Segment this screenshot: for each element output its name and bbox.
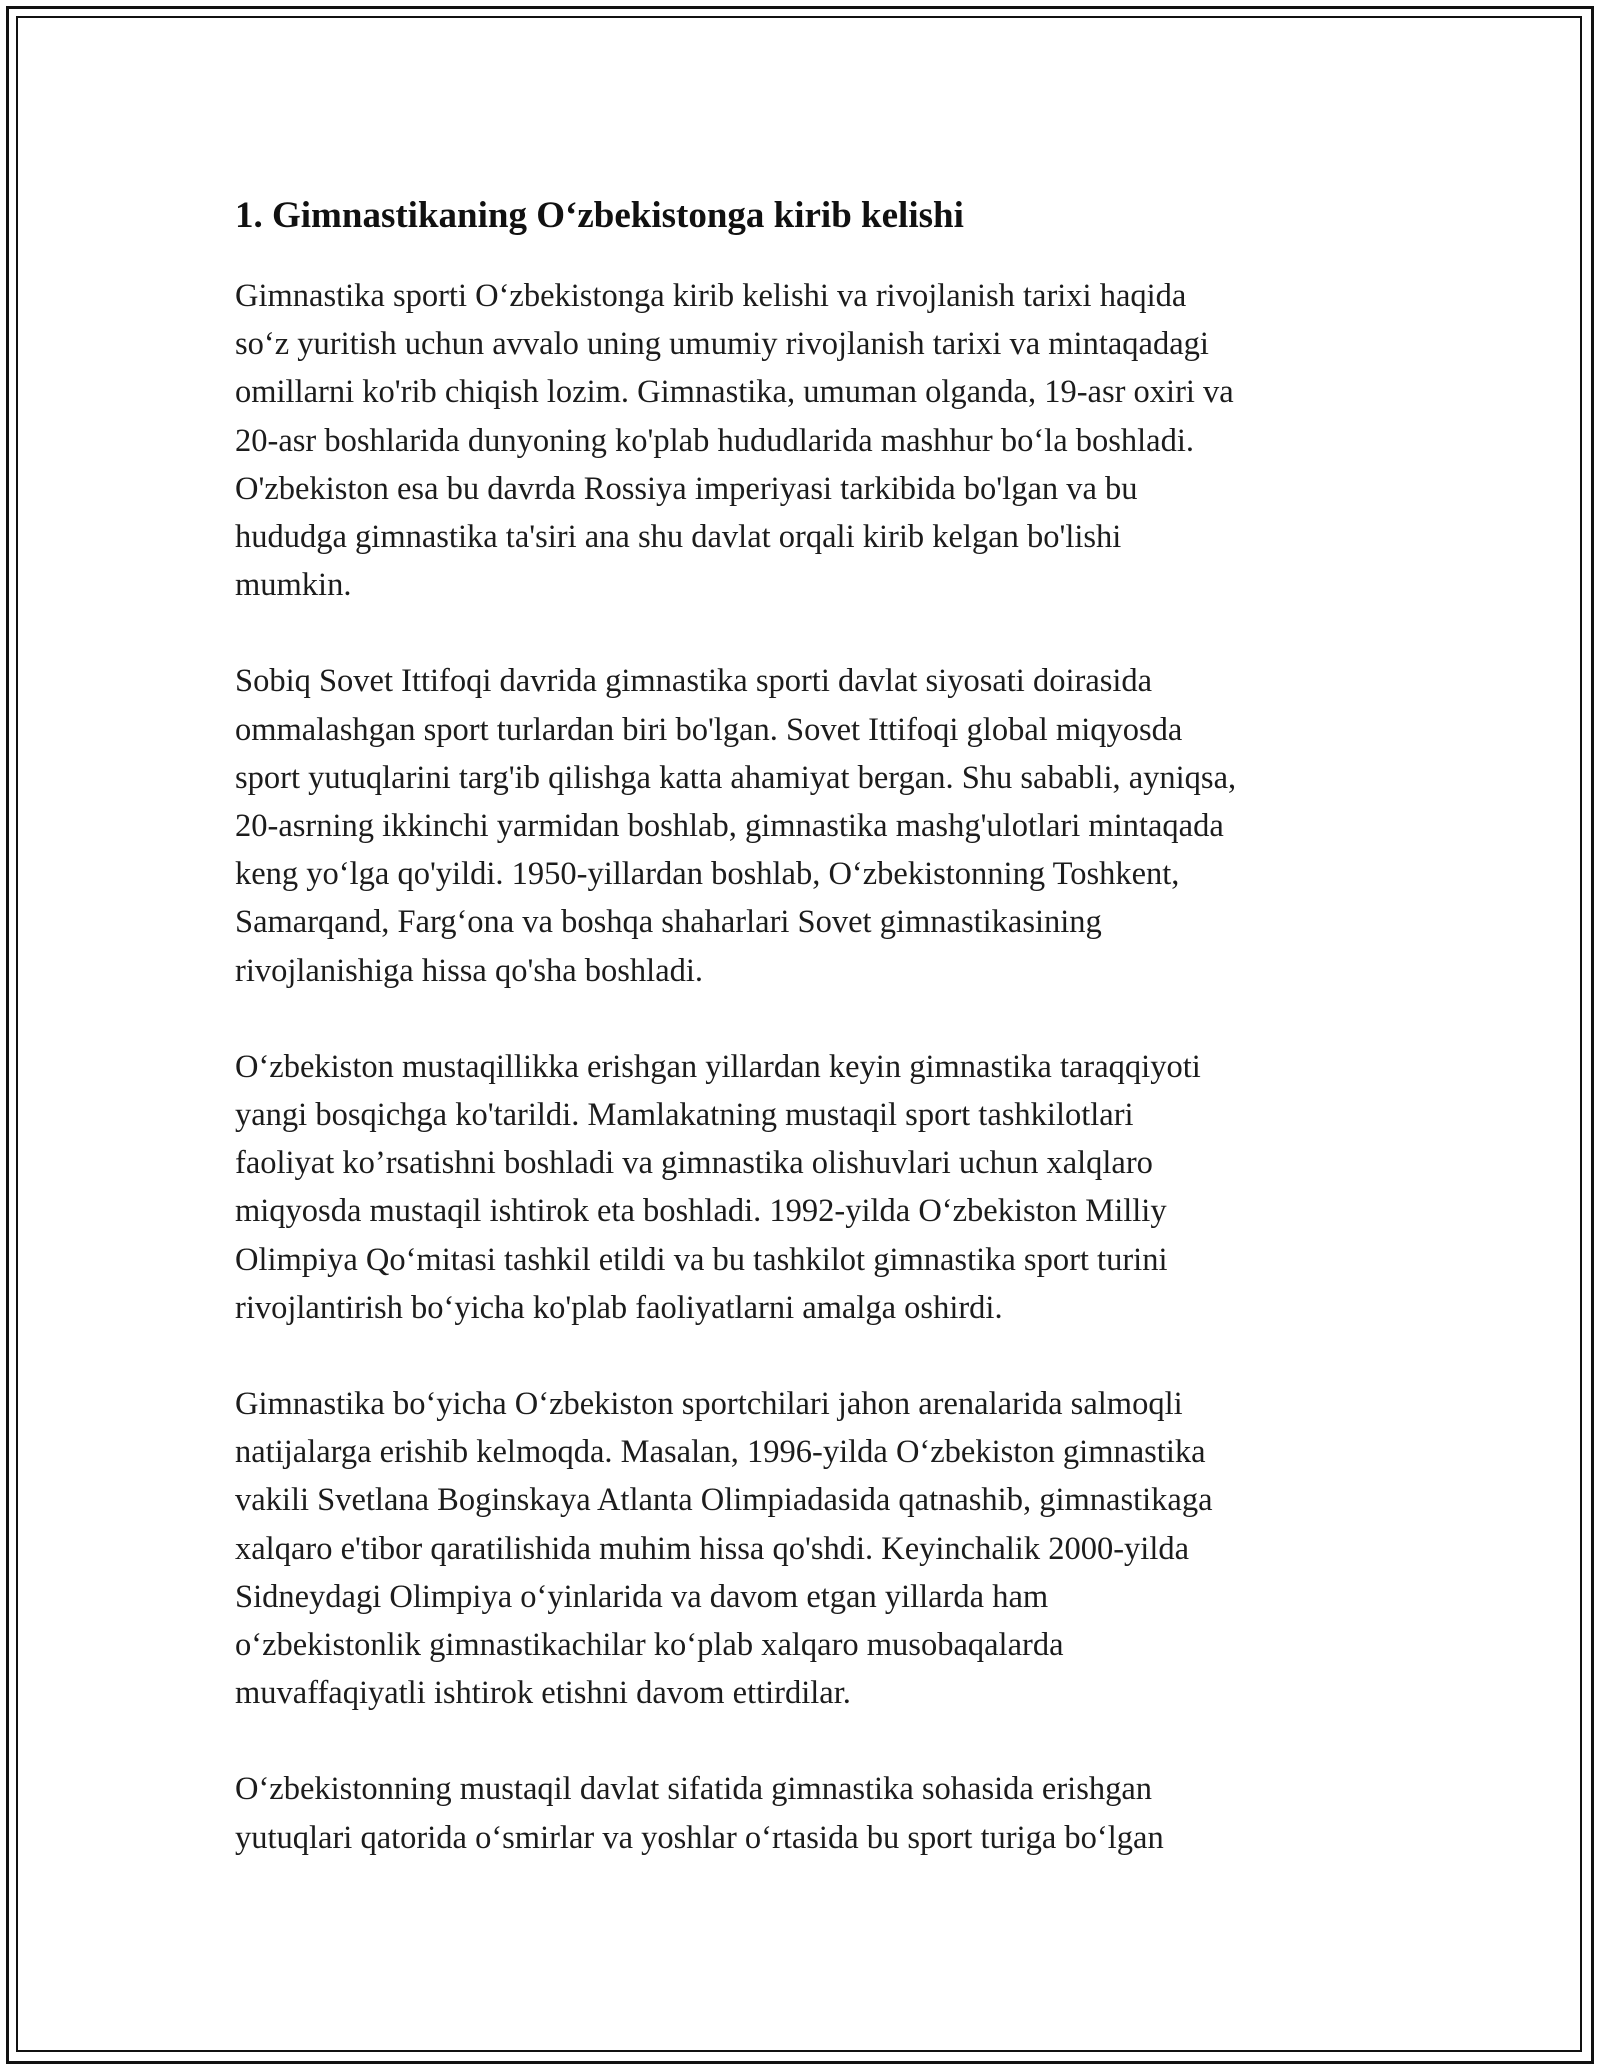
text-line: omillarni ko'rib chiqish lozim. Gimnastika, umuman olganda, 19-asr oxiri va [235, 374, 1234, 411]
text-line: hududga gimnastika ta'siri ana shu davlat orqali kirib kelgan bo'lishi [235, 519, 1122, 556]
text-line: o‘zbekistonlik gimnastikachilar ko‘plab xalqaro musobaqalarda [235, 1627, 1064, 1664]
paragraph-3 [235, 1043, 1385, 1332]
text-line: muvaffaqiyatli ishtirok etishni davom ettirdilar. [235, 1675, 851, 1712]
text-line: xalqaro e'tibor qaratilishida muhim hissa qo'shdi. Keyinchalik 2000-yilda [235, 1530, 1190, 1567]
text-line: rivojlanishiga hissa qo'sha boshladi. [235, 952, 704, 989]
text-line: yutuqlari qatorida o‘smirlar va yoshlar o‘rtasida bu sport turiga bo‘lgan [235, 1819, 1164, 1856]
text-line: yangi bosqichga ko'tarildi. Mamlakatning mustaqil sport tashkilotlari [235, 1097, 1134, 1134]
section-heading: 1. Gimnastikaning O‘zbekistonga kirib kelishi [235, 195, 964, 236]
document-body [235, 188, 1385, 1910]
text-line: Samarqand, Farg‘ona va boshqa shaharlari Sovet gimnastikasining [235, 904, 1102, 941]
paragraph-2 [235, 657, 1385, 994]
text-line: vakili Svetlana Boginskaya Atlanta Olimpiadasida qatnashib, gimnastikaga [235, 1482, 1213, 1519]
text-line: 20-asr boshlarida dunyoning ko'plab hududlarida mashhur bo‘la boshladi. [235, 422, 1195, 459]
text-line: miqyosda mustaqil ishtirok eta boshladi. 1992-yilda O‘zbekiston Milliy [235, 1193, 1167, 1230]
text-line: ommalashgan sport turlardan biri bo'lgan. Sovet Ittifoqi global miqyosda [235, 711, 1183, 748]
text-line: faoliyat ko’rsatishni boshladi va gimnastika olishuvlari uchun xalqlaro [235, 1145, 1153, 1182]
text-line: Gimnastika bo‘yicha O‘zbekiston sportchilari jahon arenalarida salmoqli [235, 1386, 1183, 1423]
text-line: 20-asrning ikkinchi yarmidan boshlab, gimnastika mashg'ulotlari mintaqada [235, 808, 1224, 845]
text-line: sport yutuqlarini targ'ib qilishga katta ahamiyat bergan. Shu sababli, ayniqsa, [235, 759, 1237, 796]
text-line: Sidneydagi Olimpiya o‘yinlarida va davom etgan yillarda ham [235, 1578, 1049, 1615]
text-line: keng yo‘lga qo'yildi. 1950-yillardan boshlab, O‘zbekistonning Toshkent, [235, 856, 1180, 893]
text-line: O‘zbekiston mustaqillikka erishgan yillardan keyin gimnastika taraqqiyoti [235, 1048, 1201, 1085]
paragraph-5 [235, 1765, 1385, 1861]
text-line: O'zbekiston esa bu davrda Rossiya imperiyasi tarkibida bo'lgan va bu [235, 470, 1138, 507]
text-line: natijalarga erishib kelmoqda. Masalan, 1996-yilda O‘zbekiston gimnastika [235, 1434, 1206, 1471]
text-line: Gimnastika sporti O‘zbekistonga kirib kelishi va rivojlanish tarixi haqida [235, 278, 1187, 314]
text-line: Olimpiya Qo‘mitasi tashkil etildi va bu tashkilot gimnastika sport turini [235, 1241, 1168, 1278]
text-line: rivojlantirish bo‘yicha ko'plab faoliyatlarni amalga oshirdi. [235, 1289, 1003, 1326]
text-line: Sobiq Sovet Ittifoqi davrida gimnastika sporti davlat siyosati doirasida [235, 663, 1153, 700]
text-line: O‘zbekistonning mustaqil davlat sifatida gimnastika sohasida erishgan [235, 1771, 1153, 1808]
paragraph-1 [235, 272, 1385, 609]
text-line: so‘z yuritish uchun avvalo uning umumiy rivojlanish tarixi va mintaqadagi [235, 326, 1209, 363]
text-line: mumkin. [235, 567, 352, 604]
paragraph-4 [235, 1380, 1385, 1717]
